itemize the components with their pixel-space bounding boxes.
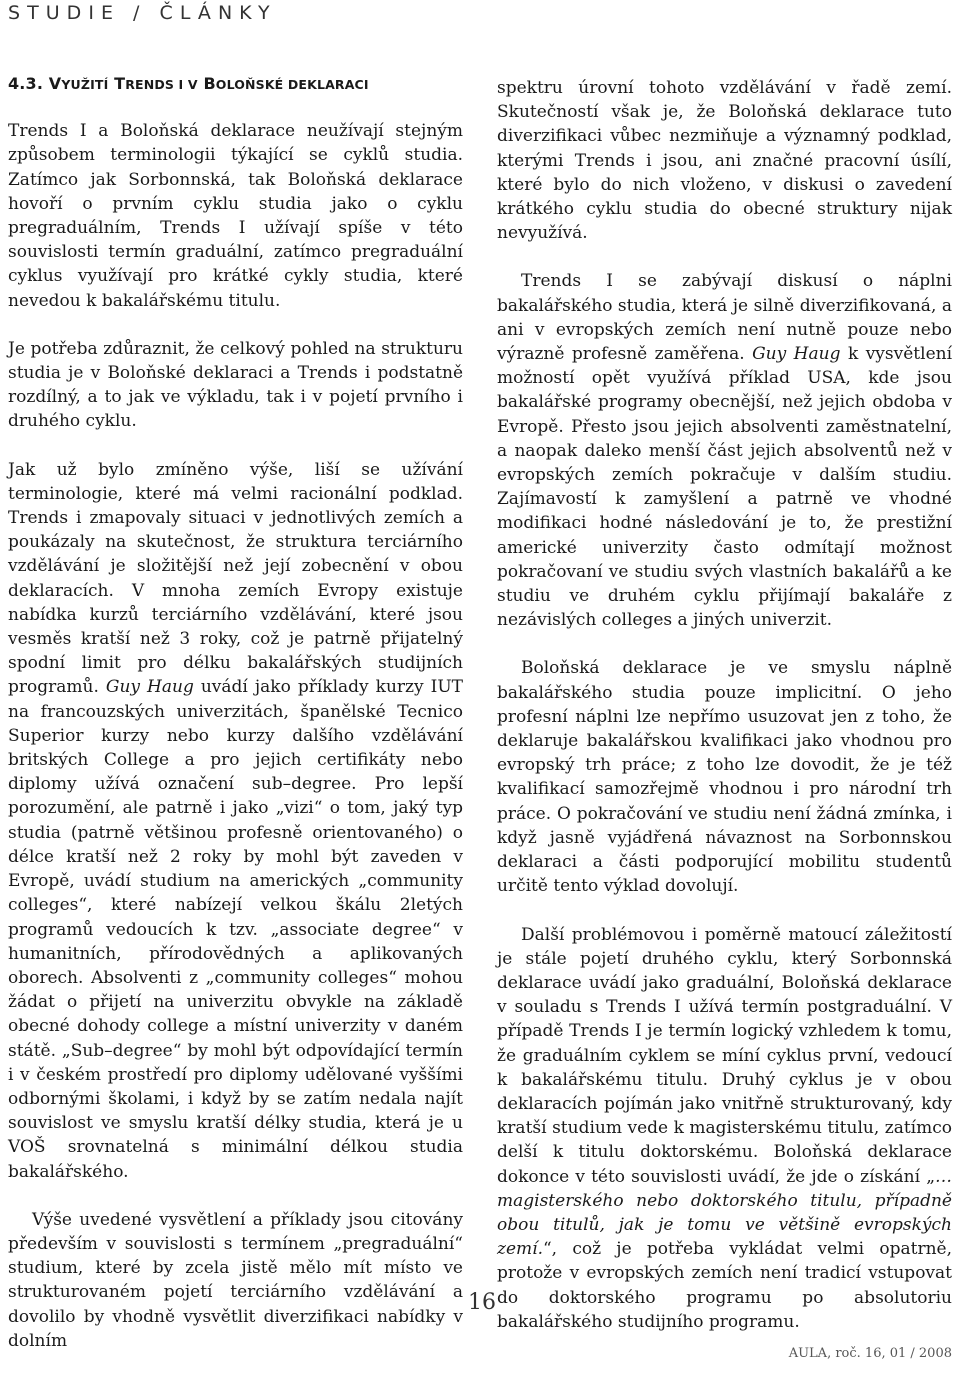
paragraph: spektru úrovní tohoto vzdělávání v řadě zemí. Skutečností však je, že Boloňská deklarace tuto diverzifikaci vůbec nezmiňuje a významný podklad, kterými Trends i jsou, ani značné pracovní úsílí, které bylo do nich vloženo, v diskusi o zavedení krátkého cyklu studia do obecné struktury nijak nevyužívá.	[497, 78, 952, 244]
quote: …magisterského nebo doktorského titulu, případně obou titulů, jak je tomu ve většině evropských zemí.	[497, 1166, 952, 1260]
page-number: 16	[468, 1290, 496, 1315]
paragraph-text: uvádí jako příklady kurzy IUT na francouzských univerzitách, španělské Tecnico Superior kurzy nebo kurzy dalšího vzdělávání britských College a pro jejich certifikáty nebo diplomy užívá označení sub–degree. Pro lepší porozumění, ale patrně i jako „vizi“ o tom, jaký typ studia (patrně většinou profesně orientovaného) o délce kratší než 2 roky by mohl být zaveden v Evropě, uvádí studium na amerických „community colleges“, které nabízejí velkou škálu 2letých programů vedoucích k tzv. „associate degree“ v humanitních, přírodovědných a aplikovaných oborech. Absolventi z „community colleges“ mohou žádat o přijetí na univerzitu obvykle na základě obecné dohody college a místní univerzity v daném státě. „Sub–degree“ by mohl být odpovídající termín i v českém prostředí pro diplomy udělované vyššími odbornými školami, i když by se zatím nedala najít souvislost ve smyslu kratší délky studia, která je u VOŠ srovnatelná s minimální délkou studia bakalářského.	[8, 677, 463, 1182]
paragraph-text: “, což je potřeba vykládat velmi opatrně, protože v evropských zemích není tradicí vstupovat do doktorského programu po absolutoriu bakalářského studijního programu.	[497, 1239, 952, 1332]
heading-part: OLOŇSKÉ DEKLARACI	[215, 77, 369, 92]
paragraph: Výše uvedené vysvětlení a příklady jsou citovány především v souvislosti s termínem „pregraduální“ studium, které by zcela jistě mělo mít místo ve strukturovaném pojetí terciárního vzdělávání a dovolilo by vhodně vysvětlit diverzifikaci nabídky v dolním	[8, 1209, 463, 1351]
paragraph	[8, 458, 463, 1184]
left-column	[8, 72, 463, 1377]
heading-part: V	[48, 74, 62, 93]
paragraph	[497, 923, 952, 1334]
paragraph-text: k vysvětlení možností opět využívá příklad USA, kde jsou bakalářské programy obecnější, než jejich obdoba v Evropě. Přesto jsou jejich absolventi zaměstnatelní, a naopak daleko menší část jejich absolventů než v evropských zemích pokračuje v dalším studiu. Zajímavostí k zamyšlení a patrně ve vhodné modifikaci hodné následování je to, že prestižní americké univerzity často odmítají možnost pokračovaní ve studiu svých vlastních bakalářů a ke studiu ve druhém cyklu přijímají bakaláře z nezávislých colleges a jiných univerzit.	[497, 344, 953, 631]
running-head: STUDIE / ČLÁNKY	[8, 2, 277, 24]
paragraph: Je potřeba zdůraznit, že celkový pohled na strukturu studia je v Boloňské deklaraci a Trends i podstatně rozdílný, a to jak ve výkladu, tak i v pojetí prvního i druhého cyklu.	[8, 338, 463, 432]
heading-part: YUŽITÍ	[61, 77, 109, 92]
paragraph	[497, 269, 952, 632]
footer: AULA, roč. 16, 01 / 2008	[788, 1346, 952, 1361]
paragraph: Trends I a Boloňská deklarace neužívají stejným způsobem terminologii týkající se cyklů studia. Zatímco jak Sorbonnská, tak Boloňská deklarace hovoří o prvním cyklu studia jako o cyklu pregraduálním, Trends I užívají spíše v této souvislosti termín graduální, zatímco pregraduální cyklus využívají pro krátké cykly studia, které nevedou k bakalářskému titulu.	[8, 121, 463, 311]
author-name: Guy Haug	[105, 677, 194, 698]
heading-part: T	[114, 74, 126, 93]
paragraph-text: Trends I se zabývají diskusí o náplni bakalářského studia, která je silně diverzifikovaná, a ani v evropských zemích není nutně pouze nebo výrazně profesně zaměřena.	[497, 271, 952, 365]
right-column	[497, 76, 952, 1358]
section-heading	[8, 72, 463, 97]
heading-part: B	[203, 74, 216, 93]
section-number: 4.3.	[8, 74, 44, 93]
author-name: Guy Haug	[752, 344, 841, 365]
heading-part: RENDS I V	[125, 77, 198, 92]
paragraph: Boloňská deklarace je ve smyslu náplně bakalářského studia pouze implicitní. O jeho profesní náplni lze nepřímo usuzovat jen z toho, že deklaruje bakalářskou kvalifikaci jako vhodnou pro evropský trh práce; z toho lze dovodit, že je též kvalifikací samozřejmě vhodnou i pro národní trh práce. O pokračování ve studiu není žádná zmínka, i když jasně vyjádřená návaznost na Sorbonnskou deklaraci a části podporující mobilitu studentů určitě tento výklad dovolují.	[497, 658, 952, 897]
paragraph-text: Další problémovou i poměrně matoucí záležitostí je stále pojetí druhého cyklu, který Sorbonnská deklarace uvádí jako graduální, Boloňská deklarace v souladu s Trends I užívá termín postgraduální. V případě Trends I je termín logický vzhledem k tomu, že graduálním cyklem se míní cyklus první, vedoucí k bakalářskému titulu. Druhý cyklus je v obou deklaracích pojímán jako vnitřně strukturovaný, kdy kratší studium vede k magisterskému titulu, zatímco delší k titulu doktorskému. Boloňská deklarace dokonce v této souvislosti uvádí, že jde o získání „	[497, 924, 952, 1187]
paragraph-text: Jak už bylo zmíněno výše, liší se užívání terminologie, které má velmi racionální podklad. Trends i zmapovaly situaci v jednotlivých zemích a poukázaly na skutečnost, že struktura terciárního vzdělávání je složitější než její zobecnění v obou deklaracích. V mnoha zemích Evropy existuje nabídka kurzů terciárního vzdělávání, které jsou vesměs kratší než 3 roky, což je patrně přijatelný spodní limit pro délku bakalářských studijních programů.	[8, 459, 463, 698]
